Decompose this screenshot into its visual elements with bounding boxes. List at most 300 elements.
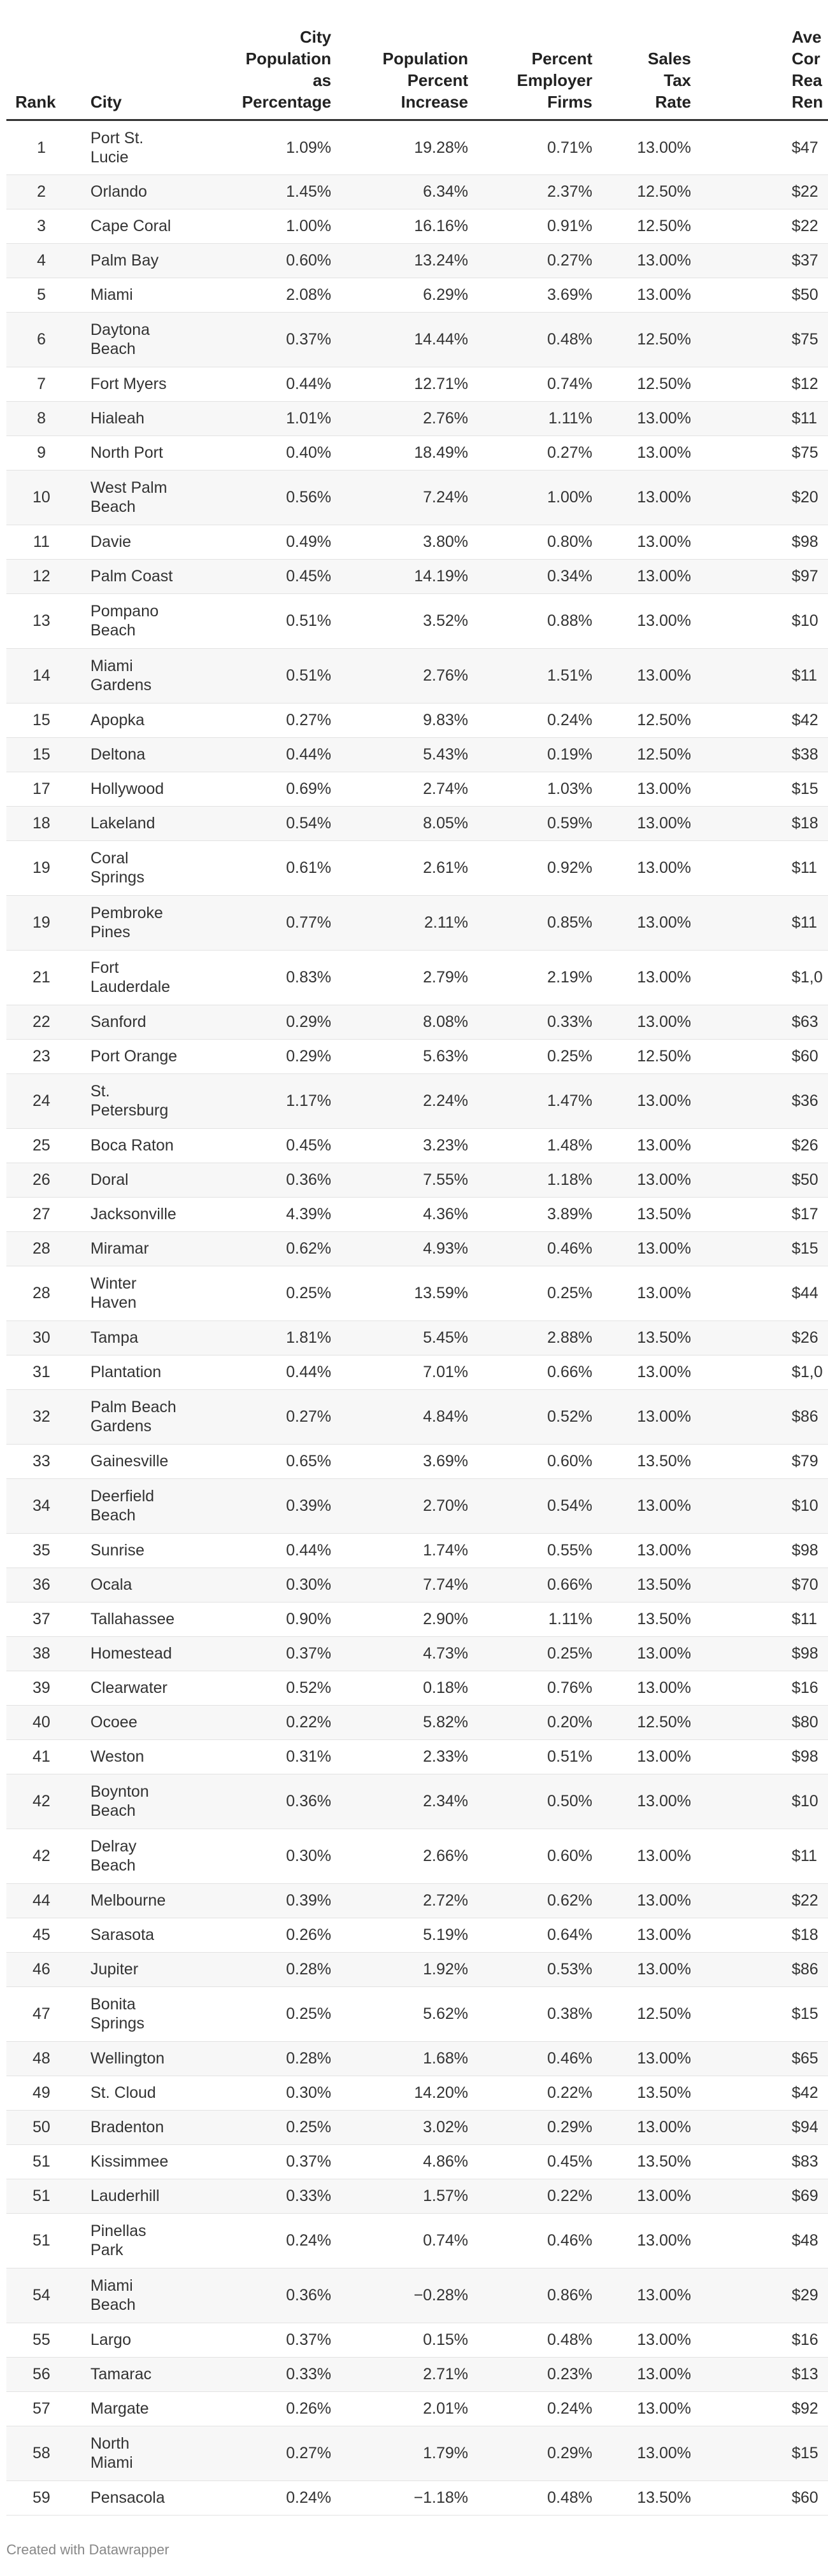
rank-cell: 32 [6, 1389, 76, 1444]
commercial-rent-cell: $15 [704, 2426, 828, 2480]
text-line: Palm Coast [90, 567, 173, 585]
text-line: Ren [792, 92, 824, 111]
population-increase-cell: 14.44% [344, 312, 481, 367]
city-cell [76, 1705, 191, 1739]
table-row [6, 1883, 828, 1918]
text-line: Hialeah [90, 409, 145, 427]
employer-firms-cell: 0.24% [481, 703, 605, 737]
text-line: Tallahassee [90, 1610, 175, 1628]
city-cell [76, 1039, 191, 1073]
population-percentage-cell: 0.33% [191, 2179, 344, 2213]
sales-tax-cell: 13.00% [605, 120, 704, 174]
rank-cell: 14 [6, 648, 76, 703]
commercial-rent-cell: $48 [704, 2213, 828, 2268]
commercial-rent-cell: $29 [704, 2268, 828, 2323]
commercial-rent-cell: $63 [704, 1005, 828, 1039]
population-percentage-cell: 0.69% [191, 772, 344, 806]
city-cell [76, 1266, 191, 1320]
text-line: Petersburg [90, 1101, 169, 1119]
city-cell [76, 1389, 191, 1444]
city-cell [76, 209, 191, 243]
city-cell [76, 1478, 191, 1533]
population-increase-cell: 14.20% [344, 2076, 481, 2110]
commercial-rent-cell: $47 [704, 120, 828, 174]
table-row [6, 648, 828, 703]
population-percentage-cell: 1.09% [191, 120, 344, 174]
text-line: Coral [90, 849, 129, 867]
commercial-rent-cell: $98 [704, 525, 828, 559]
rank-cell: 1 [6, 120, 76, 174]
text-line: Gardens [90, 1417, 152, 1435]
commercial-rent-cell: $26 [704, 1320, 828, 1355]
table-row [6, 1444, 828, 1478]
rank-cell: 45 [6, 1918, 76, 1952]
city-cell [76, 737, 191, 772]
text-line: Tampa [90, 1329, 139, 1347]
text-line: Beach [90, 498, 136, 516]
table-row [6, 2179, 828, 2213]
sales-tax-cell: 13.00% [605, 772, 704, 806]
city-cell [76, 806, 191, 840]
rank-cell: 41 [6, 1739, 76, 1774]
population-percentage-column-header[interactable] [191, 0, 344, 120]
sales-tax-cell: 13.50% [605, 1320, 704, 1355]
population-percentage-cell: 0.30% [191, 1568, 344, 1602]
text-line: Pembroke [90, 904, 163, 922]
text-line: Gainesville [90, 1452, 169, 1470]
rank-cell: 58 [6, 2426, 76, 2480]
population-increase-cell: 0.74% [344, 2213, 481, 2268]
commercial-rent-cell: $98 [704, 1739, 828, 1774]
commercial-rent-cell: $11 [704, 1602, 828, 1636]
sales-tax-cell: 13.00% [605, 2357, 704, 2391]
text-line: North [90, 2435, 130, 2452]
text-line: Beach [90, 1857, 136, 1874]
rank-cell: 13 [6, 593, 76, 648]
table-row [6, 174, 828, 209]
employer-firms-cell: 0.85% [481, 895, 605, 950]
employer-firms-cell: 0.91% [481, 209, 605, 243]
employer-firms-cell: 0.48% [481, 312, 605, 367]
commercial-rent-cell: $18 [704, 1918, 828, 1952]
sales-tax-cell: 13.00% [605, 1005, 704, 1039]
population-percentage-cell: 0.30% [191, 2076, 344, 2110]
city-cell [76, 1444, 191, 1478]
text-line: Firms [547, 92, 592, 111]
rank-cell: 26 [6, 1163, 76, 1197]
population-increase-cell: 3.80% [344, 525, 481, 559]
text-line: Pines [90, 923, 131, 941]
text-line: Percentage [241, 92, 331, 111]
population-increase-cell: 2.11% [344, 895, 481, 950]
text-line: Rate [655, 92, 691, 111]
commercial-rent-cell: $50 [704, 278, 828, 312]
text-line: Beach [90, 621, 136, 639]
rank-cell: 3 [6, 209, 76, 243]
text-line: Tax [664, 70, 691, 90]
employer-firms-cell: 0.64% [481, 1918, 605, 1952]
sales-tax-cell: 13.00% [605, 435, 704, 470]
population-percentage-cell: 0.31% [191, 1739, 344, 1774]
commercial-rent-cell: $15 [704, 772, 828, 806]
employer-firms-cell: 1.48% [481, 1128, 605, 1163]
population-increase-cell: 7.01% [344, 1355, 481, 1389]
commercial-rent-cell: $60 [704, 1039, 828, 1073]
population-percentage-cell: 0.37% [191, 2144, 344, 2179]
text-line: St. Cloud [90, 2084, 156, 2102]
sales-tax-cell: 13.00% [605, 1389, 704, 1444]
employer-firms-cell: 0.22% [481, 2179, 605, 2213]
city-cell [76, 1774, 191, 1829]
employer-firms-cell: 0.66% [481, 1355, 605, 1389]
text-line: Percent [531, 48, 592, 68]
text-line: Deerfield [90, 1487, 155, 1505]
employer-firms-cell: 0.25% [481, 1636, 605, 1671]
employer-firms-column-header[interactable] [481, 0, 605, 120]
rank-cell: 8 [6, 401, 76, 435]
text-line: Lucie [90, 148, 129, 166]
rank-cell: 42 [6, 1774, 76, 1829]
sales-tax-cell: 13.00% [605, 1774, 704, 1829]
sales-tax-cell: 12.50% [605, 1705, 704, 1739]
rank-cell: 23 [6, 1039, 76, 1073]
employer-firms-cell: 0.29% [481, 2110, 605, 2144]
cities-table [6, 0, 828, 2516]
commercial-rent-cell: $80 [704, 1705, 828, 1739]
population-percentage-cell: 0.83% [191, 950, 344, 1005]
population-percentage-cell: 0.65% [191, 1444, 344, 1478]
population-increase-cell: 2.33% [344, 1739, 481, 1774]
commercial-rent-cell: $11 [704, 895, 828, 950]
text-line: Springs [90, 868, 145, 886]
rank-cell: 21 [6, 950, 76, 1005]
sales-tax-cell: 13.00% [605, 1636, 704, 1671]
population-increase-cell: 12.71% [344, 367, 481, 401]
employer-firms-cell: 0.62% [481, 1883, 605, 1918]
population-percentage-cell: 0.49% [191, 525, 344, 559]
population-increase-cell: 18.49% [344, 435, 481, 470]
population-increase-cell: 9.83% [344, 703, 481, 737]
text-line: Park [90, 2241, 124, 2259]
text-line: Hollywood [90, 780, 164, 798]
population-percentage-cell: 0.26% [191, 2391, 344, 2426]
sales-tax-cell: 13.00% [605, 2213, 704, 2268]
population-increase-cell: 0.15% [344, 2323, 481, 2357]
text-line: West Palm [90, 479, 168, 497]
text-line: Percent [407, 70, 468, 90]
sales-tax-cell: 13.00% [605, 525, 704, 559]
population-percentage-cell: 0.51% [191, 593, 344, 648]
rank-cell: 2 [6, 174, 76, 209]
population-percentage-cell: 1.01% [191, 401, 344, 435]
commercial-rent-cell: $22 [704, 1883, 828, 1918]
table-row [6, 1389, 828, 1444]
table-row [6, 737, 828, 772]
rank-cell: 39 [6, 1671, 76, 1705]
table-row [6, 1533, 828, 1568]
city-cell [76, 1005, 191, 1039]
employer-firms-cell: 0.38% [481, 1986, 605, 2041]
population-increase-cell: 3.52% [344, 593, 481, 648]
rank-cell: 35 [6, 1533, 76, 1568]
employer-firms-cell: 1.00% [481, 470, 605, 525]
table-row [6, 1128, 828, 1163]
population-percentage-cell: 0.37% [191, 312, 344, 367]
text-line: City [299, 27, 331, 46]
city-cell [76, 2391, 191, 2426]
commercial-rent-cell: $50 [704, 1163, 828, 1197]
text-line: Population [245, 48, 331, 68]
text-line: North Port [90, 444, 163, 462]
sales-tax-cell: 13.00% [605, 243, 704, 278]
table-row [6, 1266, 828, 1320]
commercial-rent-cell: $11 [704, 840, 828, 895]
commercial-rent-cell: $16 [704, 2323, 828, 2357]
text-line: Bonita [90, 1995, 136, 2013]
text-line: Davie [90, 533, 131, 551]
rank-cell: 55 [6, 2323, 76, 2357]
text-line: Orlando [90, 183, 147, 201]
population-percentage-cell: 1.17% [191, 1073, 344, 1128]
city-cell [76, 120, 191, 174]
commercial-rent-column-header[interactable] [704, 0, 828, 120]
text-line: Sanford [90, 1013, 146, 1031]
text-line: Deltona [90, 746, 146, 763]
table-row [6, 840, 828, 895]
population-increase-cell: 16.16% [344, 209, 481, 243]
city-cell [76, 2480, 191, 2515]
text-line: Miami [90, 286, 133, 304]
rank-cell: 6 [6, 312, 76, 367]
employer-firms-cell: 0.76% [481, 1671, 605, 1705]
commercial-rent-cell: $86 [704, 1952, 828, 1986]
population-increase-cell: 6.34% [344, 174, 481, 209]
city-cell [76, 1602, 191, 1636]
commercial-rent-cell: $79 [704, 1444, 828, 1478]
text-line: Winter [90, 1275, 137, 1292]
sales-tax-cell: 13.00% [605, 1163, 704, 1197]
text-line: Ocoee [90, 1713, 138, 1731]
population-percentage-cell: 0.27% [191, 2426, 344, 2480]
sales-tax-cell: 13.00% [605, 593, 704, 648]
population-increase-cell: 7.24% [344, 470, 481, 525]
population-increase-cell: 2.76% [344, 401, 481, 435]
table-header-row [6, 0, 828, 120]
rank-cell: 7 [6, 367, 76, 401]
commercial-rent-cell: $60 [704, 2480, 828, 2515]
text-line: Fort [90, 959, 119, 977]
population-percentage-cell: 0.44% [191, 367, 344, 401]
employer-firms-cell: 0.19% [481, 737, 605, 772]
table-row [6, 1163, 828, 1197]
city-cell [76, 593, 191, 648]
commercial-rent-cell: $12 [704, 367, 828, 401]
sales-tax-cell: 13.50% [605, 1444, 704, 1478]
text-line: Lakeland [90, 814, 155, 832]
table-row [6, 2041, 828, 2076]
employer-firms-cell: 1.51% [481, 648, 605, 703]
sales-tax-cell: 13.00% [605, 1231, 704, 1266]
table-row [6, 1986, 828, 2041]
employer-firms-cell: 1.18% [481, 1163, 605, 1197]
commercial-rent-cell: $11 [704, 648, 828, 703]
city-cell [76, 1952, 191, 1986]
sales-tax-cell: 13.00% [605, 1533, 704, 1568]
text-line: Port Orange [90, 1047, 178, 1065]
table-body [6, 120, 828, 2515]
commercial-rent-cell: $10 [704, 1774, 828, 1829]
commercial-rent-cell: $22 [704, 174, 828, 209]
population-percentage-cell: 0.26% [191, 1918, 344, 1952]
employer-firms-cell: 1.11% [481, 1602, 605, 1636]
table-row [6, 895, 828, 950]
sales-tax-cell: 12.50% [605, 209, 704, 243]
sales-tax-cell: 13.00% [605, 1739, 704, 1774]
rank-cell: 40 [6, 1705, 76, 1739]
text-line: Bradenton [90, 2118, 164, 2136]
sales-tax-cell: 12.50% [605, 312, 704, 367]
city-cell [76, 312, 191, 367]
employer-firms-cell: 0.53% [481, 1952, 605, 1986]
text-line: Pinellas [90, 2222, 146, 2240]
sales-tax-column-header[interactable] [605, 0, 704, 120]
rank-cell: 51 [6, 2213, 76, 2268]
table-row [6, 1705, 828, 1739]
commercial-rent-cell: $75 [704, 312, 828, 367]
population-increase-column-header[interactable] [344, 0, 481, 120]
sales-tax-cell: 13.00% [605, 2268, 704, 2323]
employer-firms-cell: 0.45% [481, 2144, 605, 2179]
table-row [6, 1005, 828, 1039]
commercial-rent-cell: $44 [704, 1266, 828, 1320]
text-line: as [313, 70, 331, 90]
commercial-rent-cell: $70 [704, 1568, 828, 1602]
employer-firms-cell: 0.66% [481, 1568, 605, 1602]
commercial-rent-cell: $20 [704, 470, 828, 525]
table-row [6, 772, 828, 806]
commercial-rent-cell: $69 [704, 2179, 828, 2213]
population-percentage-cell: 0.61% [191, 840, 344, 895]
sales-tax-cell: 13.00% [605, 1883, 704, 1918]
employer-firms-cell: 1.47% [481, 1073, 605, 1128]
employer-firms-cell: 0.48% [481, 2323, 605, 2357]
city-cell [76, 772, 191, 806]
table-row [6, 312, 828, 367]
city-cell [76, 1671, 191, 1705]
population-increase-cell: −1.18% [344, 2480, 481, 2515]
sales-tax-cell: 13.00% [605, 1073, 704, 1128]
population-percentage-cell: 1.00% [191, 209, 344, 243]
text-line: Margate [90, 2400, 149, 2417]
population-percentage-cell: 0.44% [191, 1533, 344, 1568]
rank-cell: 4 [6, 243, 76, 278]
rank-column-header[interactable] [6, 0, 76, 120]
city-cell [76, 525, 191, 559]
text-line: Melbourne [90, 1892, 166, 1909]
text-line: Largo [90, 2331, 131, 2349]
rank-cell: 57 [6, 2391, 76, 2426]
city-cell [76, 1829, 191, 1883]
rank-cell: 51 [6, 2179, 76, 2213]
text-line: Rank [15, 92, 56, 111]
population-percentage-cell: 0.37% [191, 1636, 344, 1671]
city-cell [76, 2323, 191, 2357]
rank-cell: 9 [6, 435, 76, 470]
sales-tax-cell: 12.50% [605, 1039, 704, 1073]
employer-firms-cell: 1.03% [481, 772, 605, 806]
city-cell [76, 243, 191, 278]
rank-cell: 18 [6, 806, 76, 840]
employer-firms-cell: 0.86% [481, 2268, 605, 2323]
population-percentage-cell: 0.24% [191, 2213, 344, 2268]
city-cell [76, 2213, 191, 2268]
commercial-rent-cell: $37 [704, 243, 828, 278]
commercial-rent-cell: $11 [704, 401, 828, 435]
population-increase-cell: 2.01% [344, 2391, 481, 2426]
rank-cell: 46 [6, 1952, 76, 1986]
commercial-rent-cell: $1,0 [704, 1355, 828, 1389]
employer-firms-cell: 0.60% [481, 1829, 605, 1883]
sales-tax-cell: 13.00% [605, 401, 704, 435]
population-increase-cell: 5.43% [344, 737, 481, 772]
table-row [6, 1231, 828, 1266]
population-percentage-cell: 0.33% [191, 2357, 344, 2391]
text-line: Ave [792, 27, 822, 46]
table-row [6, 209, 828, 243]
text-line: Cor [792, 48, 820, 68]
table-row [6, 1952, 828, 1986]
sales-tax-cell: 13.00% [605, 1671, 704, 1705]
commercial-rent-cell: $16 [704, 1671, 828, 1705]
text-line: Clearwater [90, 1679, 168, 1697]
text-line: Boynton [90, 1783, 149, 1801]
city-cell [76, 1073, 191, 1128]
text-line: Port St. [90, 129, 144, 147]
commercial-rent-cell: $75 [704, 435, 828, 470]
population-percentage-cell: 0.45% [191, 559, 344, 593]
sales-tax-cell: 12.50% [605, 367, 704, 401]
sales-tax-cell: 12.50% [605, 703, 704, 737]
population-percentage-cell: 0.29% [191, 1039, 344, 1073]
city-cell [76, 1231, 191, 1266]
rank-cell: 15 [6, 703, 76, 737]
city-cell [76, 648, 191, 703]
population-percentage-cell: 0.30% [191, 1829, 344, 1883]
employer-firms-cell: 0.54% [481, 1478, 605, 1533]
rank-cell: 54 [6, 2268, 76, 2323]
population-percentage-cell: 0.44% [191, 737, 344, 772]
population-increase-cell: 2.34% [344, 1774, 481, 1829]
sales-tax-cell: 13.50% [605, 1197, 704, 1231]
employer-firms-cell: 0.80% [481, 525, 605, 559]
text-line: Increase [401, 92, 468, 111]
table-row [6, 367, 828, 401]
sales-tax-cell: 13.00% [605, 470, 704, 525]
rank-cell: 31 [6, 1355, 76, 1389]
sales-tax-cell: 13.50% [605, 1602, 704, 1636]
population-increase-cell: 1.79% [344, 2426, 481, 2480]
population-percentage-cell: 0.54% [191, 806, 344, 840]
rank-cell: 28 [6, 1266, 76, 1320]
population-increase-cell: 1.74% [344, 1533, 481, 1568]
table-row [6, 806, 828, 840]
sales-tax-cell: 13.00% [605, 1829, 704, 1883]
commercial-rent-cell: $26 [704, 1128, 828, 1163]
city-cell [76, 1883, 191, 1918]
commercial-rent-cell: $15 [704, 1986, 828, 2041]
city-column-header[interactable] [76, 0, 191, 120]
table-row [6, 401, 828, 435]
